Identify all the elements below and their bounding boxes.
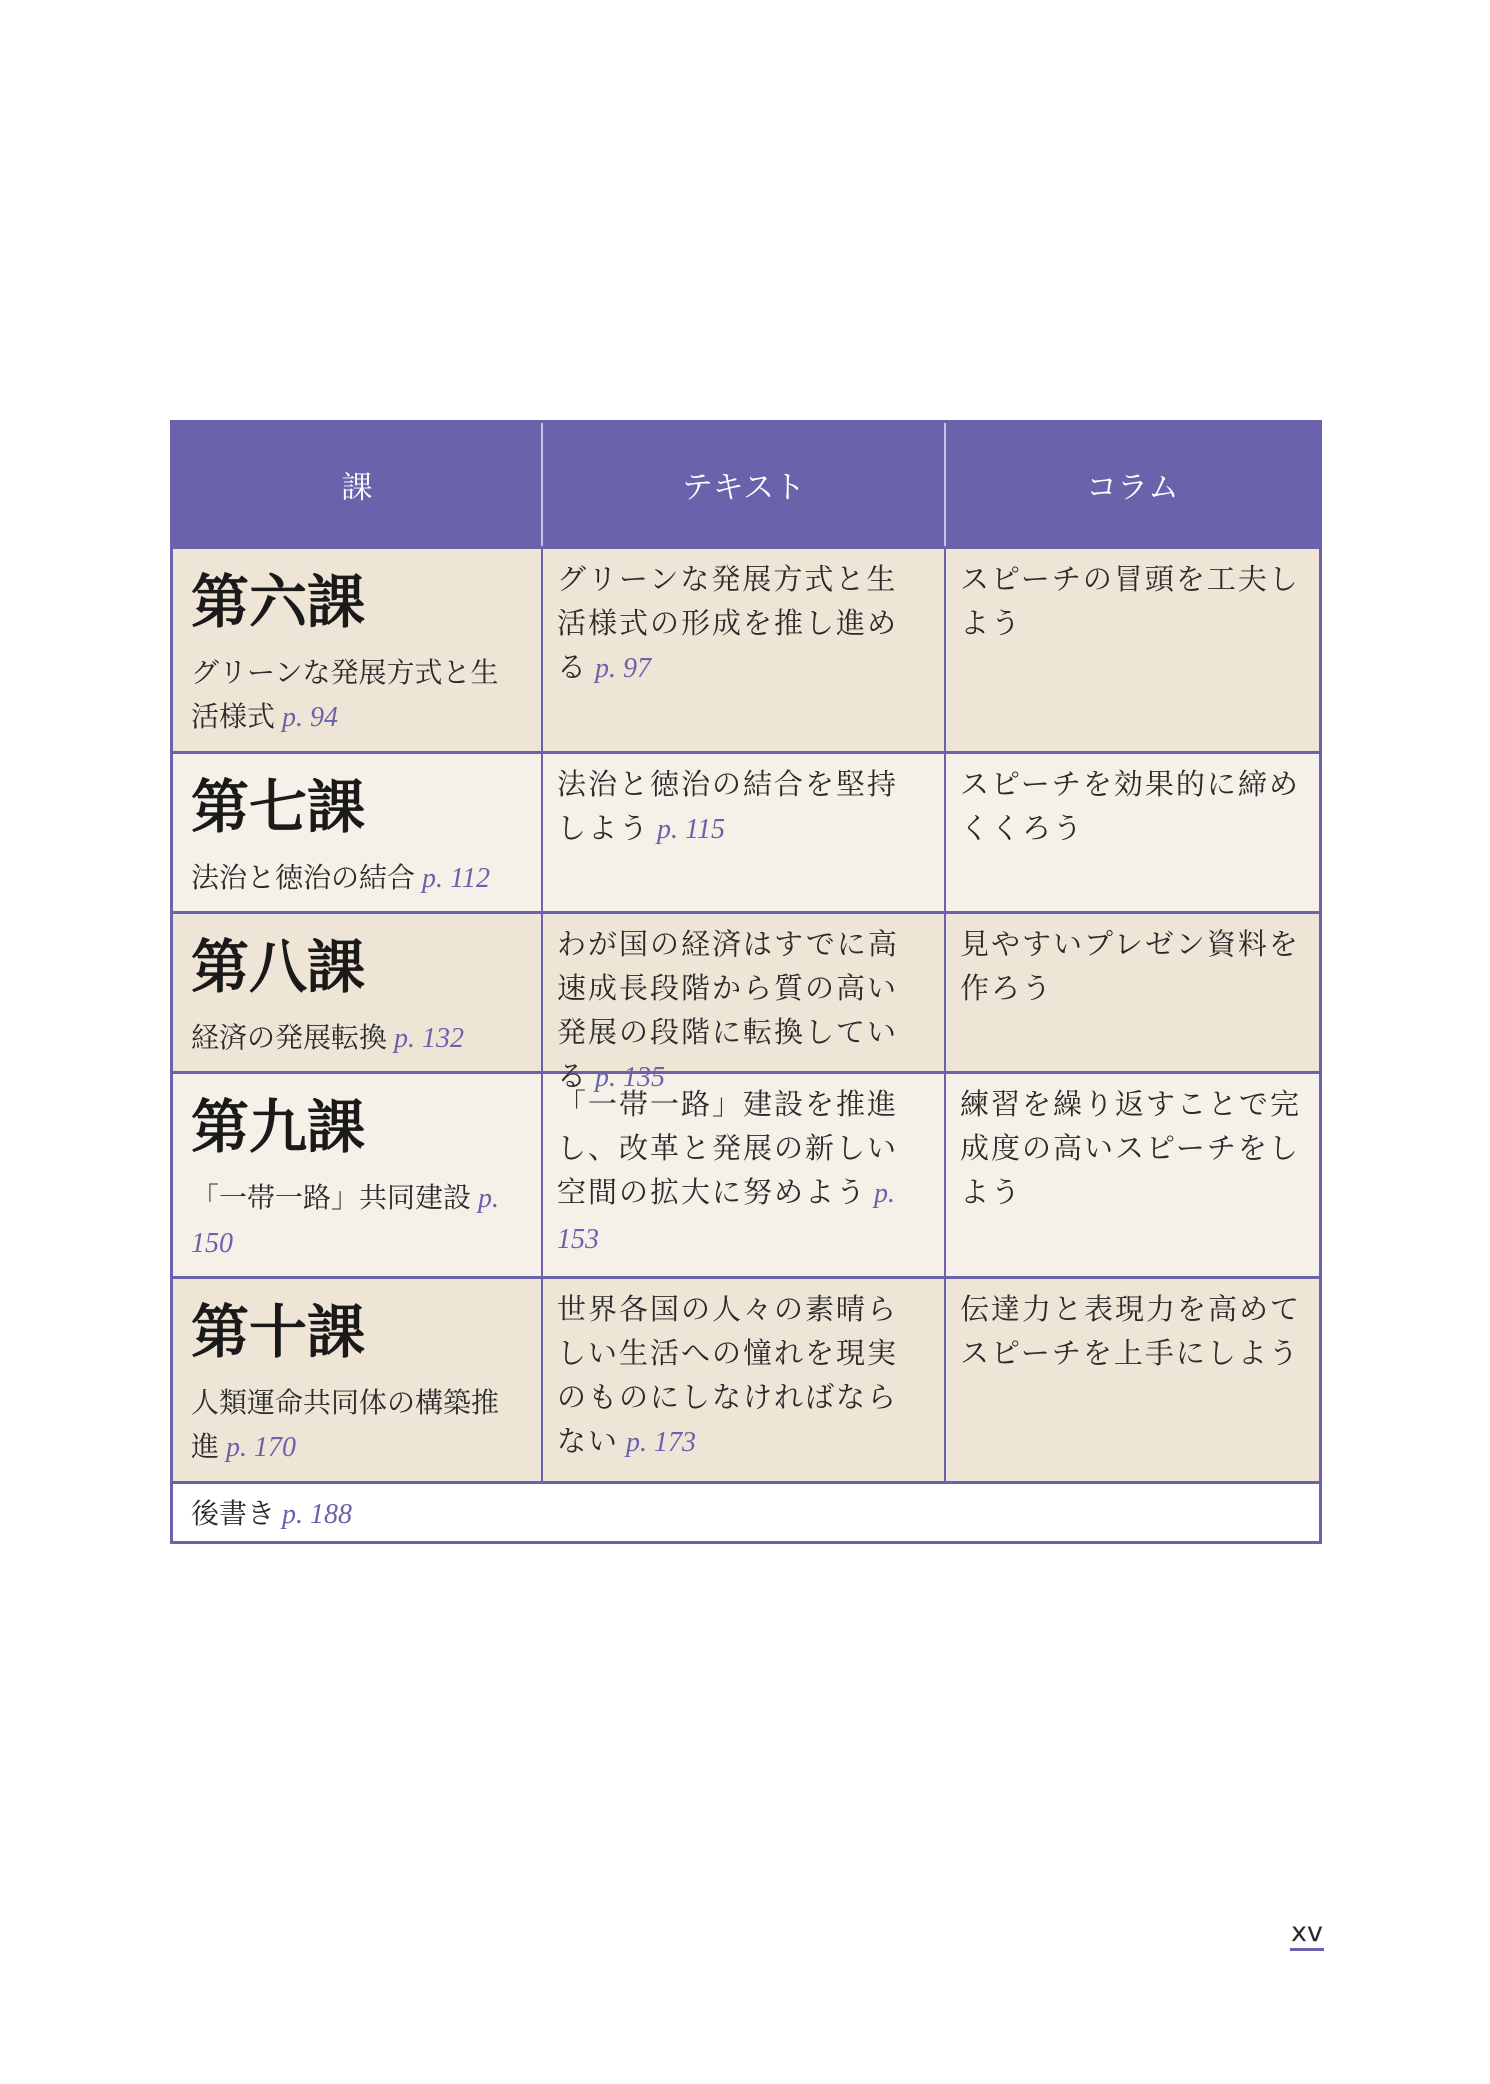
lesson-title: 第七課 [191, 773, 366, 841]
lesson-theme [191, 1176, 525, 1266]
text-cell [543, 914, 946, 1093]
text-cell [543, 1279, 946, 1481]
table-row [173, 1071, 1319, 1276]
lesson-theme [191, 1381, 525, 1470]
page-number: xv [1290, 1920, 1324, 1951]
column-cell [946, 1074, 1319, 1276]
text-cell [543, 549, 946, 751]
lesson-cell [173, 1279, 543, 1481]
text-page-link[interactable]: p. 135 [588, 1062, 666, 1093]
afterword-label: 後書き [191, 1497, 276, 1530]
theme-text: 法治と徳治の結合 [191, 861, 416, 894]
lesson-cell [173, 754, 543, 911]
text-title: 「一帯一路」建設を推進し、改革と発展の新しい空間の拡大に努めよう [557, 1087, 899, 1209]
theme-text: 「一帯一路」共同建設 [191, 1181, 472, 1214]
text-cell [543, 1074, 946, 1276]
header-text: テキスト [543, 423, 946, 546]
text-page-link[interactable]: p. 173 [619, 1427, 697, 1458]
text-title: 法治と徳治の結合を堅持しよう [557, 767, 899, 845]
theme-page-link[interactable]: p. 94 [275, 702, 339, 733]
contents-table [170, 420, 1322, 1544]
theme-text: グリーンな発展方式と生活様式 [191, 656, 499, 733]
text-title: わが国の経済はすでに高速成長段階から質の高い発展の段階に転換している [557, 927, 899, 1093]
lesson-theme [191, 651, 525, 740]
column-title: スピーチを効果的に締めくくろう [960, 767, 1300, 845]
column-title: 見やすいプレゼン資料を作ろう [960, 927, 1300, 1005]
theme-page-link[interactable]: p. 150 [191, 1183, 500, 1259]
text-cell [543, 754, 946, 911]
text-title: グリーンな発展方式と生活様式の形成を推し進める [557, 562, 899, 684]
afterword-page-link[interactable]: p. 188 [275, 1499, 353, 1530]
text-page-link[interactable]: p. 97 [588, 653, 652, 684]
column-title: スピーチの冒頭を工夫しよう [960, 562, 1300, 640]
column-title: 伝達力と表現力を高めてスピーチを上手にしよう [960, 1292, 1302, 1370]
lesson-cell [173, 549, 543, 751]
lesson-theme [191, 856, 525, 901]
lesson-cell [173, 914, 543, 1071]
header-lesson: 課 [173, 423, 543, 546]
afterword-row [173, 1481, 1319, 1541]
lesson-cell [173, 1074, 543, 1276]
table-row [173, 751, 1319, 911]
column-cell [946, 914, 1319, 1071]
lesson-title: 第六課 [191, 568, 366, 636]
table-row [173, 1276, 1319, 1481]
lesson-title: 第八課 [191, 933, 366, 1001]
lesson-title: 第九課 [191, 1093, 366, 1161]
text-page-link[interactable]: p. 153 [557, 1178, 896, 1255]
table-row [173, 546, 1319, 751]
column-cell [946, 754, 1319, 911]
theme-page-link[interactable]: p. 132 [387, 1023, 465, 1054]
theme-text: 経済の発展転換 [191, 1021, 388, 1054]
text-page-link[interactable]: p. 115 [650, 814, 725, 845]
text-title: 世界各国の人々の素晴らしい生活への憧れを現実のものにしなければならない [557, 1292, 899, 1458]
theme-text: 人類運命共同体の構築推進 [191, 1386, 500, 1463]
column-cell [946, 549, 1319, 751]
theme-page-link[interactable]: p. 112 [415, 863, 490, 894]
table-row [173, 911, 1319, 1093]
lesson-title: 第十課 [191, 1298, 366, 1366]
column-cell [946, 1279, 1319, 1481]
theme-page-link[interactable]: p. 170 [219, 1432, 297, 1463]
lesson-theme [191, 1016, 525, 1061]
header-column: コラム [1086, 470, 1179, 506]
table-header [173, 423, 1319, 546]
column-title: 練習を繰り返すことで完成度の高いスピーチをしよう [960, 1087, 1302, 1209]
